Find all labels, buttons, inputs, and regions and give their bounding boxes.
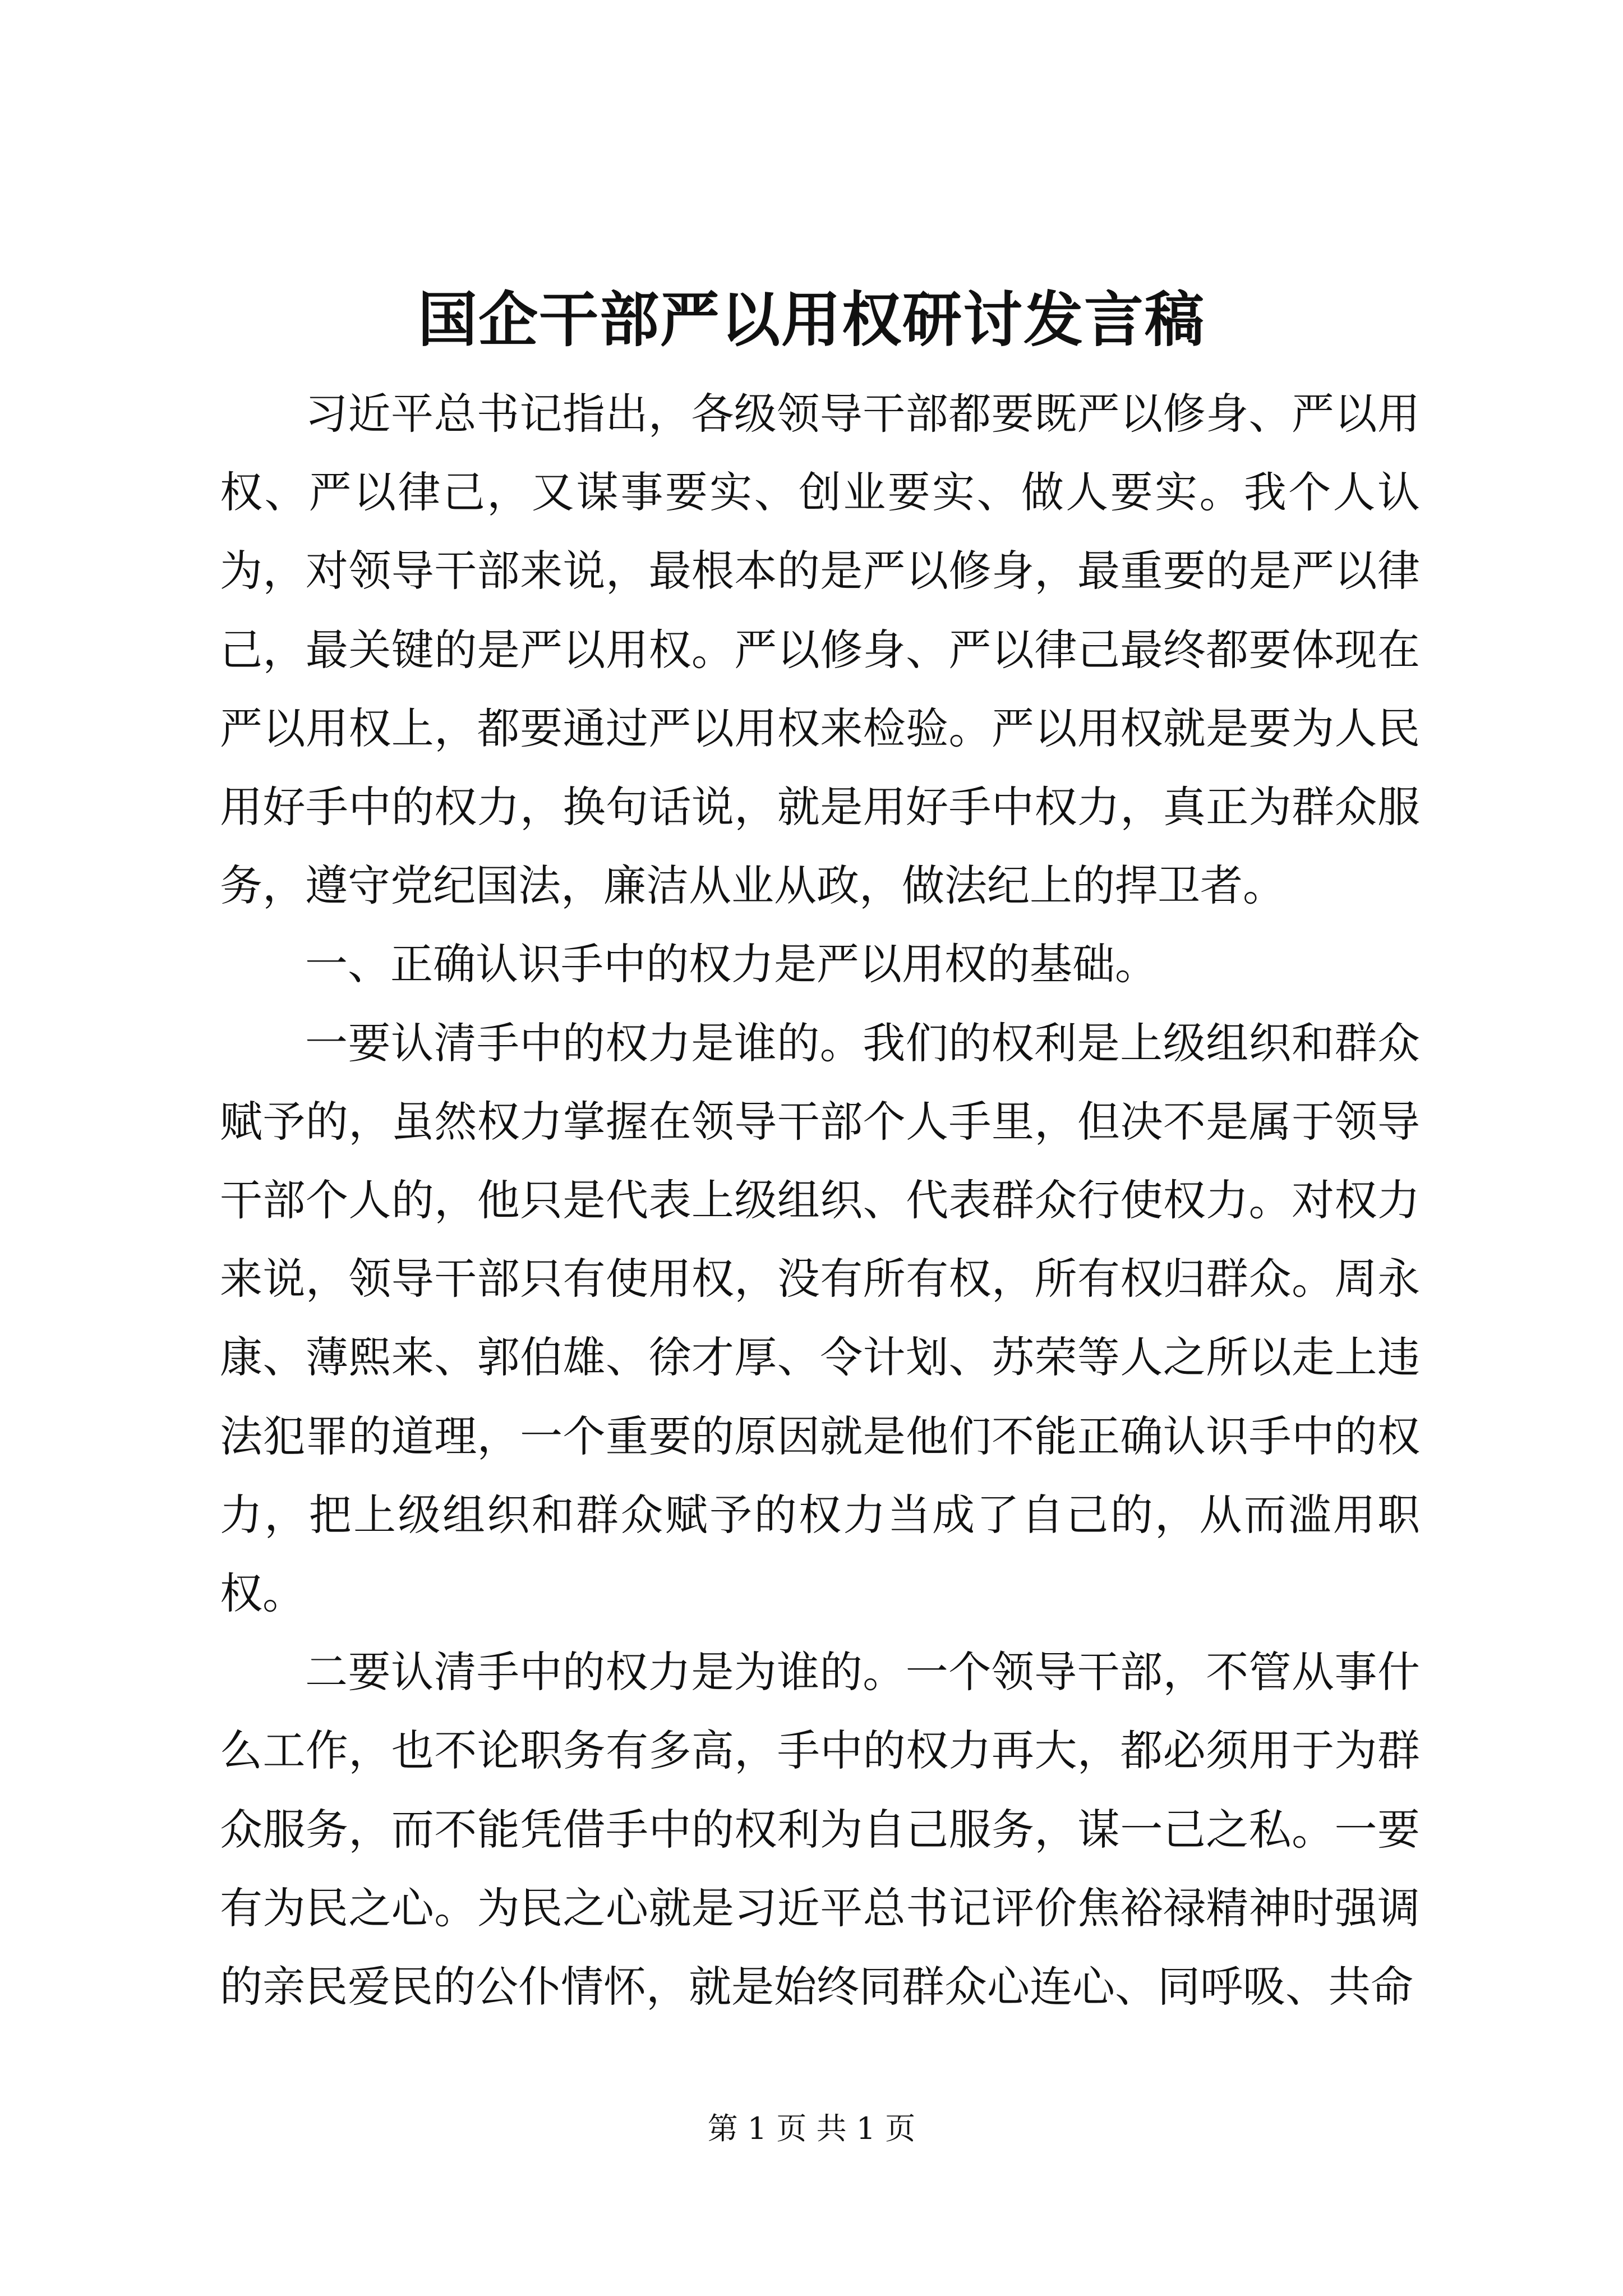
document-title: 国企干部严以用权研讨发言稿 [418, 284, 1205, 355]
paragraph-point-one: 一要认清手中的权力是谁的。我们的权利是上级组织和群众赋予的，虽然权力掌握在领导干部个人手里，但决不是属于领导干部个人的，他只是代表上级组织、代表群众行使权力。对权力来说，领导干部只有使用权，没有所有权，所有权归群众。周永康、薄熙来、郭伯雄、徐才厚、令计划、苏荣等人之所以走上违法犯罪的道理，一个重要的原因就是他们不能正确认识手中的权力，把上级组织和群众赋予的权力当成了自己的，从而滥用职权。 [220, 1018, 1420, 1619]
paragraph-section-heading: 一、正确认识手中的权力是严以用权的基础。 [305, 939, 1158, 990]
paragraph-point-two: 二要认清手中的权力是为谁的。一个领导干部，不管从事什么工作，也不论职务有多高，手中的权力再大，都必须用于为群众服务，而不能凭借手中的权利为自己服务，谋一己之私。一要有为民之心。为民之心就是习近平总书记评价焦裕禄精神时强调的亲民爱民的公仆情怀，就是始终同群众心连心、同呼吸、共命 [220, 1647, 1420, 2012]
document-body [220, 375, 1420, 2026]
paragraph-intro: 习近平总书记指出，各级领导干部都要既严以修身、严以用权、严以律己，又谋事要实、创业要实、做人要实。我个人认为，对领导干部来说，最根本的是严以修身，最重要的是严以律己，最关键的是严以用权。严以修身、严以律己最终都要体现在严以用权上，都要通过严以用权来检验。严以用权就是要为人民用好手中的权力，换句话说，就是用好手中权力，真正为群众服务，遵守党纪国法，廉洁从业从政，做法纪上的捍卫者。 [220, 389, 1420, 911]
page-footer: 第 1 页 共 1 页 [707, 2111, 916, 2146]
